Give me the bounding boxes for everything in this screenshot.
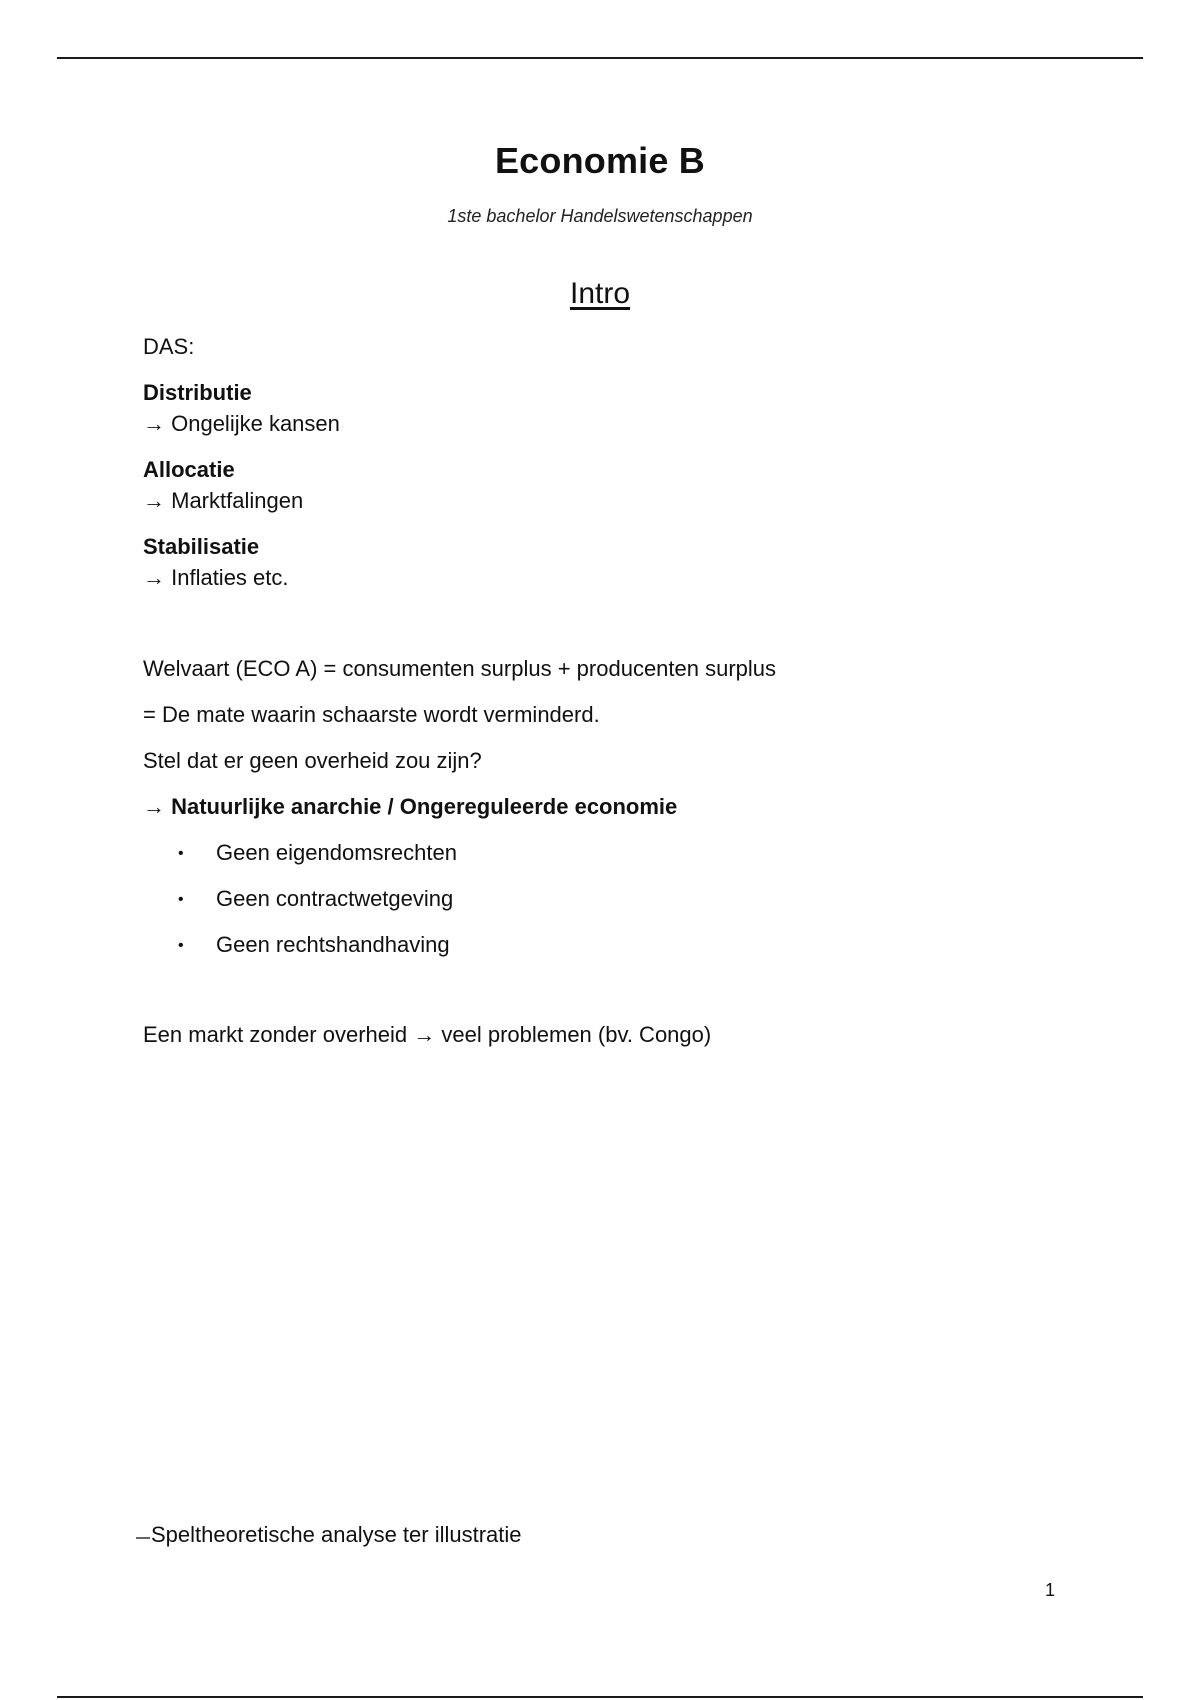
das-note-stabilisatie: → Inflaties etc. <box>143 565 289 590</box>
das-term-distributie: Distributie <box>143 380 252 405</box>
bullet-text: Geen contractwetgeving <box>216 886 454 911</box>
page-number: 1 <box>1045 1580 1056 1600</box>
footnote-text: Speltheoretische analyse ter illustratie <box>151 1522 522 1547</box>
das-note-distributie: → Ongelijke kansen <box>143 411 340 436</box>
bullet-item <box>178 934 450 956</box>
bullet-item <box>178 888 453 910</box>
das-label: DAS: <box>143 334 195 359</box>
footnote <box>136 1524 522 1546</box>
footnote-marker <box>136 1537 150 1539</box>
das-term-allocatie: Allocatie <box>143 457 235 482</box>
bullet-text: Geen rechtshandhaving <box>216 932 450 957</box>
bullet-item <box>178 842 457 864</box>
das-term-stabilisatie: Stabilisatie <box>143 534 260 559</box>
bullet-dot: • <box>178 891 184 908</box>
conclusion-line: → Natuurlijke anarchie / Ongereguleerde economie <box>143 794 678 819</box>
top-rule <box>57 57 1143 59</box>
question-line: Stel dat er geen overheid zou zijn? <box>143 748 482 773</box>
schaarste-definition: = De mate waarin schaarste wordt verminderd. <box>143 702 600 727</box>
section-heading-intro: Intro <box>569 277 631 310</box>
welvaart-definition: Welvaart (ECO A) = consumenten surplus + producenten surplus <box>143 656 777 681</box>
bullet-text: Geen eigendomsrechten <box>216 840 457 865</box>
document-subtitle: 1ste bachelor Handelswetenschappen <box>447 206 753 226</box>
document-title: Economie B <box>494 140 706 181</box>
bullet-dot: • <box>178 845 184 862</box>
market-without-government-line: Een markt zonder overheid → veel problemen (bv. Congo) <box>143 1022 712 1047</box>
bottom-rule <box>57 1696 1143 1698</box>
bullet-dot: • <box>178 937 184 954</box>
das-note-allocatie: → Marktfalingen <box>143 488 304 513</box>
